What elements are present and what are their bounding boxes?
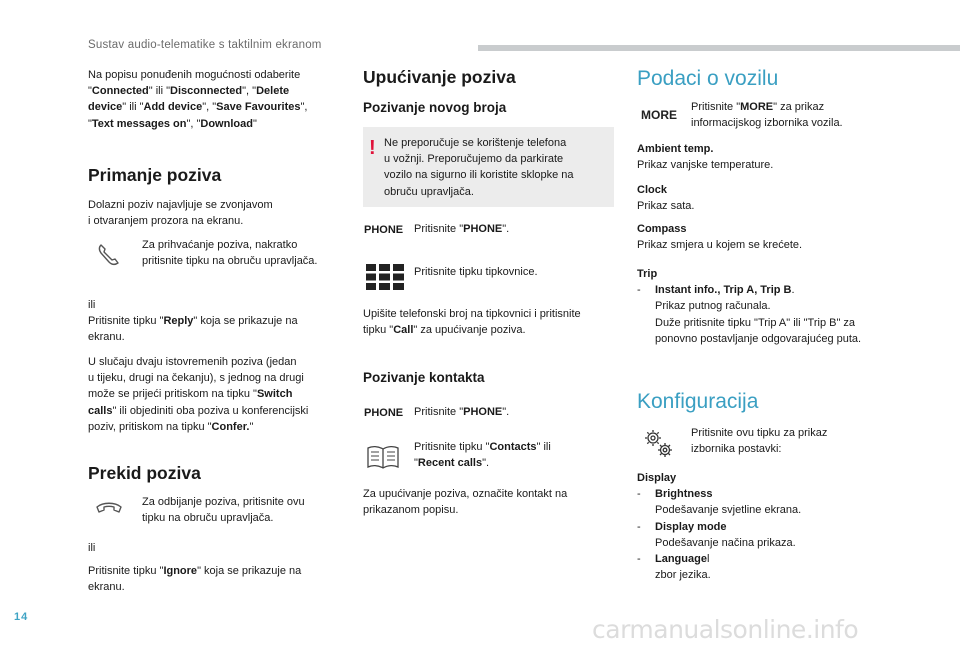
settings-instruction: Pritisnite ovu tipku za prikaz izbornika postavki: — [691, 427, 828, 456]
press-phone-instruction: Pritisnite "PHONE". — [414, 223, 510, 235]
ambient-temp-item: Ambient temp. Prikaz vanjske temperature. — [637, 143, 774, 172]
more-button-icon: MORE — [641, 108, 677, 122]
dial-paragraph: Upišite telefonski broj na tipkovnici i pritisnite tipku "Call" za upućivanje poziva. — [363, 308, 581, 337]
two-calls-paragraph: U slučaju dvaju istovremenih poziva (jedan u tijeku, drugi na čekanju), s jednog na drugi može se prijeći pritiskom na tipku "Switch calls" ili objediniti oba poziva u konferencijski poziv, pritiskom na tipku "Confer." — [88, 356, 309, 433]
contacts-instruction: Pritisnite tipku "Contacts" ili "Recent calls". — [414, 441, 551, 470]
hang-up-icon — [94, 498, 124, 520]
compass-item: Compass Prikaz smjera u kojem se krećete. — [637, 223, 803, 252]
warning-icon: ! — [369, 137, 376, 159]
receive-call-heading: Primanje poziva — [88, 165, 222, 185]
phone-button-icon-2: PHONE — [364, 407, 404, 419]
phone-button-icon: PHONE — [364, 224, 404, 236]
warning-box — [363, 127, 614, 207]
intro-paragraph: Na popisu ponuđenih mogućnosti odaberite "Connected" ili "Disconnected", "Delete device" ili "Add device", "Save Favourites", "Text messages on", "Download" — [88, 69, 308, 130]
keypad-instruction: Pritisnite tipku tipkovnice. — [414, 266, 538, 278]
press-phone-instruction-2: Pritisnite "PHONE". — [414, 406, 510, 418]
receive-call-paragraph: Dolazni poziv najavljuje se zvonjavom i otvaranjem prozora na ekranu. — [88, 199, 273, 228]
configuration-heading: Konfiguracija — [637, 390, 759, 413]
end-call-heading: Prekid poziva — [88, 463, 201, 483]
contacts-book-icon — [366, 444, 400, 470]
keypad-icon — [366, 264, 404, 290]
phone-handset-icon — [96, 242, 122, 268]
accept-call-instruction: Za prihvaćanje poziva, nakratko pritisnite tipku na obruču upravljača. — [142, 239, 318, 268]
header-bar — [478, 45, 960, 51]
warning-text: Ne preporučuje se korištenje telefona u vožnji. Preporučujemo da parkirate vozilo na sigurno ili koristite sklopke na obruču upravljača. — [384, 137, 574, 198]
page-number: 14 — [14, 611, 29, 623]
more-instruction: Pritisnite "MORE" za prikaz informacijskog izbornika vozila. — [691, 101, 843, 130]
make-call-heading: Upućivanje poziva — [363, 67, 516, 87]
ignore-paragraph: Pritisnite tipku "Ignore" koja se prikazuje na ekranu. — [88, 565, 302, 594]
new-number-heading: Pozivanje novog broja — [363, 100, 507, 115]
trip-item: Trip - Instant info., Trip A, Trip B. Prikaz putnog računala. Duže pritisnite tipku "Trip A" ili "Trip B" za ponovno postavljanje odgovarajućeg puta. — [637, 268, 862, 345]
reject-call-instruction: Za odbijanje poziva, pritisnite ovu tipku na obruču upravljača. — [142, 496, 305, 525]
or-text: ili — [88, 542, 96, 554]
call-contact-heading: Pozivanje kontakta — [363, 370, 485, 385]
display-settings-list: Display - Brightness Podešavanje svjetline ekrana. - Display mode Podešavanje načina prikaza. - Languagel zbor jezika. — [637, 472, 802, 582]
running-header: Sustav audio-telematike s taktilnim ekranom — [88, 39, 322, 51]
settings-gears-icon — [642, 427, 674, 459]
watermark: carmanualsonline.info — [592, 615, 859, 644]
clock-item: Clock Prikaz sata. — [637, 184, 695, 213]
vehicle-info-heading: Podaci o vozilu — [637, 67, 779, 90]
reply-paragraph: ili Pritisnite tipku "Reply" koja se prikazuje na ekranu. — [88, 299, 298, 344]
select-contact-paragraph: Za upućivanje poziva, označite kontakt na prikazanom popisu. — [363, 488, 568, 517]
